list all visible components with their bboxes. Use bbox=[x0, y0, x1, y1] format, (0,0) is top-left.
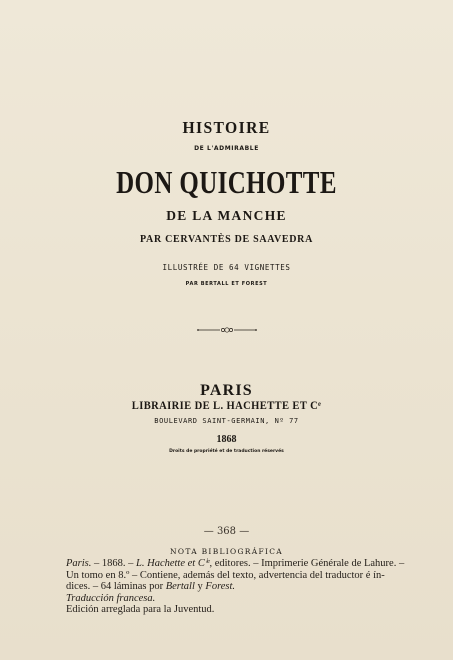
illustrators-line: PAR BERTALL ET FOREST bbox=[185, 281, 268, 287]
bib-and: y bbox=[194, 581, 206, 592]
main-title: DON QUICHOTTE bbox=[116, 164, 337, 200]
nota-title: NOTA BIBLIOGRÁFICA bbox=[170, 547, 283, 556]
bib-line-5: Edición arreglada para la Juventud. bbox=[66, 604, 215, 615]
publisher-address: BOULEVARD SAINT-GERMAIN, Nº 77 bbox=[154, 417, 299, 425]
bib-plates: dices. – 64 láminas por bbox=[66, 581, 166, 592]
title-histoire: HISTOIRE bbox=[182, 118, 271, 137]
bib-city: Paris. bbox=[66, 558, 92, 569]
bib-bertall: Bertall bbox=[165, 581, 195, 592]
rights-notice: Droits de propriété et de traduction réservés bbox=[169, 449, 284, 454]
publisher-line: LIBRAIRIE DE L. HACHETTE ET Cᵉ bbox=[131, 400, 322, 412]
author-line: PAR CERVANTÈS DE SAAVEDRA bbox=[139, 234, 313, 245]
publication-year: 1868 bbox=[216, 434, 237, 445]
title-admirable: DE L'ADMIRABLE bbox=[194, 145, 259, 152]
bib-printer: , editores. – Imprimerie Générale de Lahure. – bbox=[209, 558, 405, 569]
publication-city: PARIS bbox=[200, 382, 253, 399]
bib-publisher: L. Hachette et Cⁱᵉ bbox=[136, 558, 210, 569]
page-number: — 368 — bbox=[203, 526, 250, 537]
illustrations-line: ILLUSTRÉE DE 64 VIGNETTES bbox=[162, 263, 291, 272]
bib-line-3 bbox=[66, 581, 386, 592]
bib-forest: Forest. bbox=[205, 581, 236, 592]
bib-line-2: Un tomo en 8.º – Contiene, además del texto, advertencia del traductor é ín- bbox=[66, 569, 385, 581]
ornament-divider bbox=[0, 325, 453, 335]
bib-line-1 bbox=[66, 558, 405, 569]
subtitle: DE LA MANCHE bbox=[166, 208, 287, 223]
bib-line-4: Traducción francesa. bbox=[66, 592, 156, 604]
bib-year: – 1868. – bbox=[91, 558, 137, 569]
